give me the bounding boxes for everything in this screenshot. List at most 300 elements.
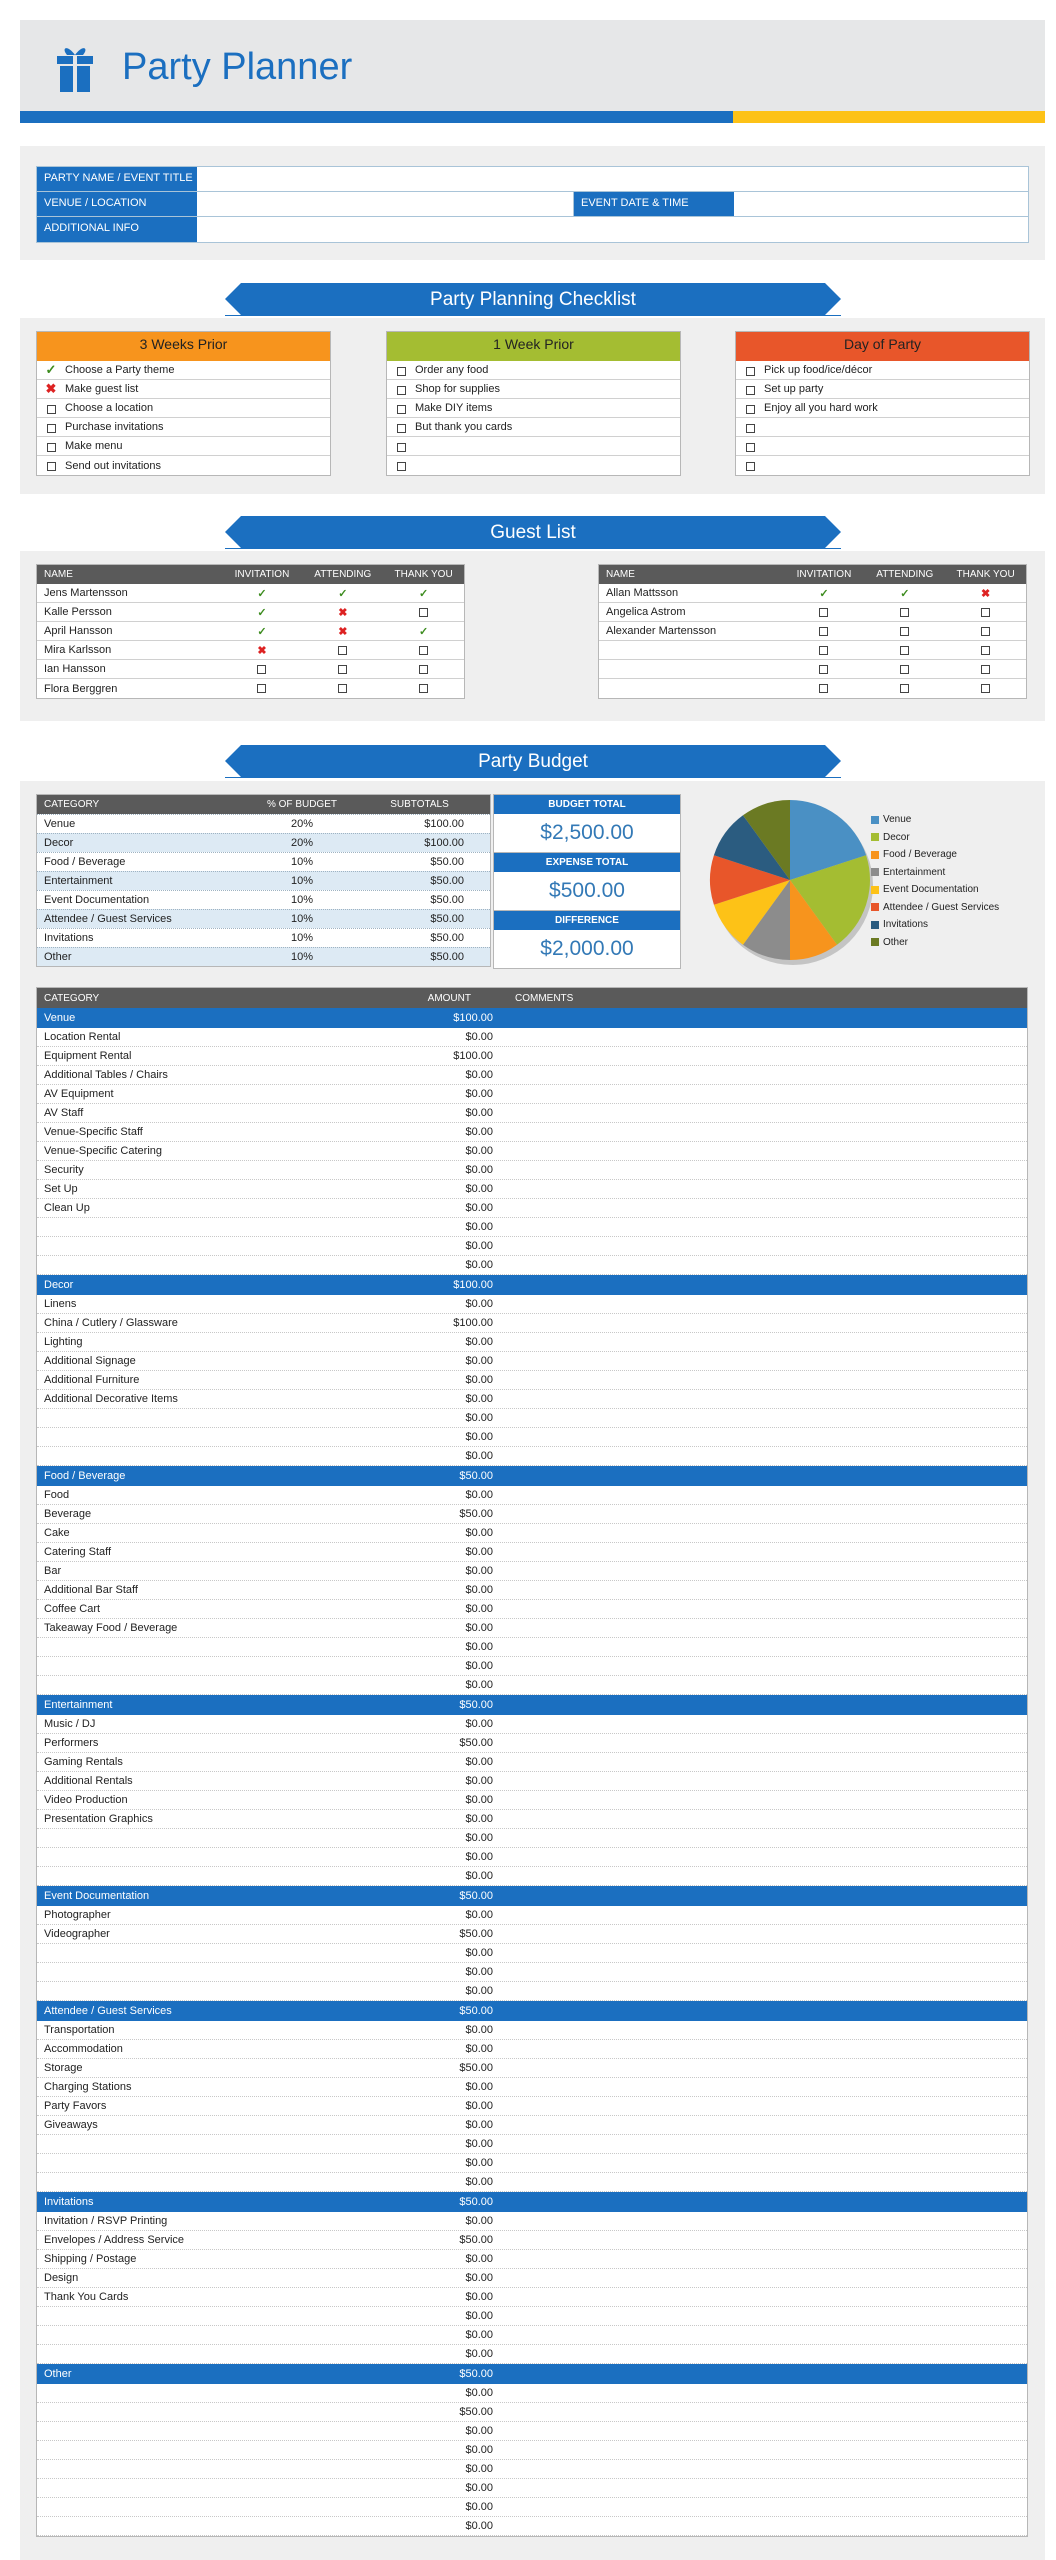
detail-item-amount[interactable]: $0.00 <box>465 2157 493 2169</box>
detail-category-total: $100.00 <box>453 1012 493 1024</box>
detail-item-name[interactable]: Videographer <box>44 1928 110 1940</box>
detail-item-row <box>37 1028 1027 1047</box>
guest-status-cell <box>222 625 303 638</box>
guest-checkbox[interactable] <box>257 665 266 674</box>
detail-item-amount[interactable]: $0.00 <box>465 1813 493 1825</box>
guest-name[interactable]: Ian Hansson <box>44 663 106 675</box>
detail-item-amount[interactable]: $0.00 <box>465 2100 493 2112</box>
detail-item-name[interactable]: Envelopes / Address Service <box>44 2234 185 2246</box>
detail-item-amount[interactable]: $50.00 <box>459 1928 493 1940</box>
detail-item-amount[interactable]: $0.00 <box>465 1431 493 1443</box>
guest-cross-icon[interactable]: ✖ <box>981 587 991 600</box>
detail-item-name[interactable]: Giveaways <box>44 2119 98 2131</box>
detail-item-amount[interactable]: $0.00 <box>465 1240 493 1252</box>
guest-col-header: ATTENDING <box>876 569 934 580</box>
detail-item-row <box>37 2250 1027 2269</box>
detail-item-row <box>37 1295 1027 1314</box>
guest-checkbox[interactable] <box>981 665 990 674</box>
detail-item-row <box>37 1944 1027 1963</box>
detail-item-name[interactable]: Additional Decorative Items <box>44 1393 178 1405</box>
detail-category-name: Attendee / Guest Services <box>44 2005 172 2017</box>
detail-item-name[interactable]: Charging Stations <box>44 2081 132 2093</box>
detail-category-total: $50.00 <box>459 1699 493 1711</box>
pie-legend <box>871 811 999 951</box>
guest-cross-icon[interactable]: ✖ <box>338 625 348 638</box>
guest-checkbox[interactable] <box>338 684 347 693</box>
detail-item-amount[interactable]: $0.00 <box>465 1374 493 1386</box>
detail-item-amount[interactable]: $0.00 <box>465 1660 493 1672</box>
checklist-checkbox[interactable] <box>746 405 755 414</box>
detail-item-row <box>37 1409 1027 1428</box>
guest-row <box>37 679 464 698</box>
detail-item-name[interactable]: Beverage <box>44 1508 92 1520</box>
guest-checkbox[interactable] <box>900 646 909 655</box>
budget-category: Attendee / Guest Services <box>44 913 172 925</box>
guest-status-cell <box>945 587 1026 600</box>
guest-name[interactable]: Jens Martensson <box>44 587 128 599</box>
budget-subtotal: $100.00 <box>424 818 464 830</box>
detail-item-amount[interactable]: $0.00 <box>465 1450 493 1462</box>
legend-item <box>871 934 999 952</box>
detail-item-amount[interactable]: $0.00 <box>465 2348 493 2360</box>
checklist-item[interactable] <box>37 456 330 475</box>
legend-swatch <box>871 921 879 929</box>
budget-category: Event Documentation <box>44 894 150 906</box>
detail-item-amount[interactable]: $0.00 <box>465 2444 493 2456</box>
checklist-checkbox[interactable] <box>746 424 755 433</box>
detail-item-name[interactable]: AV Staff <box>44 1107 84 1119</box>
guest-checkbox[interactable] <box>900 608 909 617</box>
detail-item-amount[interactable]: $0.00 <box>465 1202 493 1214</box>
detail-item-amount[interactable]: $0.00 <box>465 1603 493 1615</box>
detail-item-row <box>37 1657 1027 1676</box>
guest-check-icon[interactable]: ✓ <box>419 587 429 600</box>
guest-cross-icon[interactable]: ✖ <box>338 606 348 619</box>
guest-status-cell <box>383 683 464 695</box>
detail-col-comments: COMMENTS <box>515 992 574 1004</box>
checklist-item-text: Enjoy all you hard work <box>764 402 878 414</box>
detail-item-amount[interactable]: $0.00 <box>465 2425 493 2437</box>
detail-item-name[interactable]: Party Favors <box>44 2100 107 2112</box>
checklist-mark-cell <box>736 363 764 378</box>
detail-item-row <box>37 2097 1027 2116</box>
legend-label: Event Documentation <box>883 884 979 896</box>
checklist-item[interactable] <box>387 418 680 437</box>
detail-item-amount[interactable]: $0.00 <box>465 1088 493 1100</box>
budget-total-label: BUDGET TOTAL <box>494 795 680 814</box>
detail-item-amount[interactable]: $0.00 <box>465 1355 493 1367</box>
guest-checkbox[interactable] <box>900 627 909 636</box>
detail-item-name[interactable]: Shipping / Postage <box>44 2253 137 2265</box>
checklist-mark-cell <box>37 420 65 435</box>
detail-item-name[interactable]: Linens <box>44 1298 77 1310</box>
checklist-item[interactable] <box>736 418 1029 437</box>
detail-item-row <box>37 2422 1027 2441</box>
detail-item-name[interactable]: Additional Furniture <box>44 1374 140 1386</box>
budget-subtotal: $50.00 <box>430 951 464 963</box>
detail-item-amount[interactable]: $50.00 <box>459 1737 493 1749</box>
detail-item-name[interactable]: Clean Up <box>44 1202 90 1214</box>
detail-item-amount[interactable]: $0.00 <box>465 2253 493 2265</box>
guest-status-cell <box>945 606 1026 618</box>
detail-item-amount[interactable]: $0.00 <box>465 1584 493 1596</box>
detail-item-amount[interactable]: $0.00 <box>465 1641 493 1653</box>
detail-item-name[interactable]: Cake <box>44 1527 70 1539</box>
detail-item-name[interactable]: Lighting <box>44 1336 83 1348</box>
guest-status-cell <box>784 606 865 618</box>
checklist-item-text: Set up party <box>764 383 824 395</box>
detail-category-row <box>37 2001 1027 2021</box>
detail-item-amount[interactable]: $0.00 <box>465 1259 493 1271</box>
detail-item-name[interactable]: China / Cutlery / Glassware <box>44 1317 178 1329</box>
detail-item-amount[interactable]: $0.00 <box>465 1183 493 1195</box>
detail-category-name: Entertainment <box>44 1699 113 1711</box>
guest-checkbox[interactable] <box>419 665 428 674</box>
detail-item-amount[interactable]: $0.00 <box>465 1393 493 1405</box>
budget-category: Invitations <box>44 932 94 944</box>
checklist-mark-cell <box>736 420 764 435</box>
budget-pct: 10% <box>290 951 314 963</box>
checklist-mark-cell <box>387 401 415 416</box>
event-date-field[interactable] <box>734 192 1028 216</box>
detail-item-amount[interactable]: $0.00 <box>465 1164 493 1176</box>
checklist-checkbox[interactable] <box>47 462 56 471</box>
detail-category-name: Event Documentation <box>44 1890 150 1902</box>
detail-item-amount[interactable]: $0.00 <box>465 2043 493 2055</box>
detail-item-amount[interactable]: $0.00 <box>465 1947 493 1959</box>
guest-check-icon[interactable]: ✓ <box>419 625 429 638</box>
guest-check-icon[interactable]: ✓ <box>819 587 829 600</box>
detail-category-row <box>37 1466 1027 1486</box>
legend-swatch <box>871 938 879 946</box>
legend-item <box>871 899 999 917</box>
detail-item-name[interactable]: Performers <box>44 1737 99 1749</box>
budget-pct: 20% <box>290 818 314 830</box>
checklist-mark-cell <box>387 458 415 473</box>
guest-row <box>37 660 464 679</box>
detail-item-amount[interactable]: $0.00 <box>465 2291 493 2303</box>
checklist-item[interactable] <box>37 361 330 380</box>
detail-item-name[interactable]: Presentation Graphics <box>44 1813 153 1825</box>
guest-checkbox[interactable] <box>900 665 909 674</box>
budget-col-category: CATEGORY <box>44 799 100 810</box>
detail-item-name[interactable]: Additional Signage <box>44 1355 136 1367</box>
detail-item-amount[interactable]: $0.00 <box>465 2329 493 2341</box>
checklist-item[interactable] <box>387 456 680 475</box>
guest-checkbox[interactable] <box>819 684 828 693</box>
detail-item-name[interactable]: Invitation / RSVP Printing <box>44 2215 168 2227</box>
guest-name[interactable]: April Hansson <box>44 625 113 637</box>
legend-swatch <box>871 833 879 841</box>
checklist-checkbox[interactable] <box>397 405 406 414</box>
legend-item <box>871 864 999 882</box>
guest-status-cell <box>222 683 303 695</box>
detail-item-amount[interactable]: $0.00 <box>465 2119 493 2131</box>
detail-item-row <box>37 2040 1027 2059</box>
guest-checkbox[interactable] <box>900 684 909 693</box>
detail-item-amount[interactable]: $0.00 <box>465 1546 493 1558</box>
guest-name[interactable]: Allan Mattsson <box>606 587 679 599</box>
guest-checkbox[interactable] <box>419 608 428 617</box>
budget-subtotal: $50.00 <box>430 875 464 887</box>
detail-item-amount[interactable]: $0.00 <box>465 1126 493 1138</box>
checklist-item[interactable] <box>37 437 330 456</box>
guest-status-cell <box>383 587 464 600</box>
guest-checkbox[interactable] <box>338 665 347 674</box>
detail-item-amount[interactable]: $50.00 <box>459 2062 493 2074</box>
detail-item-name[interactable]: Design <box>44 2272 79 2284</box>
detail-item-amount[interactable]: $0.00 <box>465 1966 493 1978</box>
checklist-item[interactable] <box>37 380 330 399</box>
detail-category-row <box>37 2192 1027 2212</box>
detail-item-amount[interactable]: $0.00 <box>465 1336 493 1348</box>
checklist-item[interactable] <box>736 399 1029 418</box>
venue-field[interactable] <box>197 192 574 216</box>
checklist-item[interactable] <box>387 399 680 418</box>
guest-checkbox[interactable] <box>981 646 990 655</box>
detail-item-amount[interactable]: $0.00 <box>465 1107 493 1119</box>
detail-item-name[interactable]: Takeaway Food / Beverage <box>44 1622 178 1634</box>
checklist-checkbox[interactable] <box>47 443 56 452</box>
checklist-card <box>386 331 681 476</box>
difference-label: DIFFERENCE <box>494 911 680 930</box>
detail-item-amount[interactable]: $0.00 <box>465 2215 493 2227</box>
guest-checkbox[interactable] <box>819 608 828 617</box>
guest-checkbox[interactable] <box>819 646 828 655</box>
guest-name[interactable]: Kalle Persson <box>44 606 112 618</box>
detail-item-amount[interactable]: $0.00 <box>465 1756 493 1768</box>
detail-item-amount[interactable]: $0.00 <box>465 1679 493 1691</box>
detail-item-amount[interactable]: $0.00 <box>465 2387 493 2399</box>
detail-item-amount[interactable]: $0.00 <box>465 1909 493 1921</box>
guest-checkbox[interactable] <box>419 684 428 693</box>
detail-item-amount[interactable]: $0.00 <box>465 2520 493 2532</box>
detail-item-amount[interactable]: $0.00 <box>465 1565 493 1577</box>
additional-info-field[interactable] <box>197 217 1028 242</box>
guest-row <box>37 641 464 660</box>
guest-list-panel <box>20 551 1045 721</box>
guest-list-title: Guest List <box>225 516 841 549</box>
detail-item-name[interactable]: Additional Tables / Chairs <box>44 1069 168 1081</box>
detail-item-row <box>37 1543 1027 1562</box>
guest-status-cell <box>784 683 865 695</box>
checklist-item-text: Choose a Party theme <box>65 364 175 376</box>
detail-item-amount[interactable]: $0.00 <box>465 1870 493 1882</box>
detail-item-name[interactable]: Gaming Rentals <box>44 1756 123 1768</box>
detail-item-name[interactable]: AV Equipment <box>44 1088 114 1100</box>
detail-item-name[interactable]: Additional Bar Staff <box>44 1584 138 1596</box>
guest-row <box>599 641 1026 660</box>
detail-item-amount[interactable]: $0.00 <box>465 2272 493 2284</box>
checklist-checkbox[interactable] <box>746 367 755 376</box>
guest-status-cell <box>864 663 945 675</box>
guest-checkbox[interactable] <box>419 646 428 655</box>
detail-item-amount[interactable]: $0.00 <box>465 1794 493 1806</box>
checklist-checkbox[interactable] <box>397 462 406 471</box>
guest-check-icon[interactable]: ✓ <box>257 587 267 600</box>
detail-item-amount[interactable]: $0.00 <box>465 1221 493 1233</box>
detail-item-name[interactable]: Accommodation <box>44 2043 123 2055</box>
detail-category-total: $50.00 <box>459 1890 493 1902</box>
detail-item-name[interactable]: Thank You Cards <box>44 2291 129 2303</box>
detail-item-row <box>37 1638 1027 1657</box>
checklist-item[interactable] <box>736 361 1029 380</box>
budget-category: Decor <box>44 837 74 849</box>
guest-checkbox[interactable] <box>819 627 828 636</box>
checklist-checkbox[interactable] <box>746 443 755 452</box>
party-name-field[interactable] <box>197 167 1028 191</box>
guest-status-cell <box>302 625 383 638</box>
detail-item-row <box>37 1066 1027 1085</box>
guest-status-cell <box>784 625 865 637</box>
guest-name[interactable]: Flora Berggren <box>44 682 118 695</box>
budget-row <box>37 814 490 833</box>
guest-name[interactable]: Mira Karlsson <box>44 644 112 656</box>
detail-item-name[interactable]: Storage <box>44 2062 83 2074</box>
checklist-item[interactable] <box>37 399 330 418</box>
detail-item-amount[interactable]: $0.00 <box>465 2501 493 2513</box>
checklist-check-icon[interactable]: ✓ <box>45 362 57 377</box>
checklist-checkbox[interactable] <box>397 386 406 395</box>
checklist-checkbox[interactable] <box>47 405 56 414</box>
detail-item-amount[interactable]: $0.00 <box>465 2138 493 2150</box>
guest-checkbox[interactable] <box>981 684 990 693</box>
guest-checkbox[interactable] <box>981 608 990 617</box>
detail-item-amount[interactable]: $0.00 <box>465 1298 493 1310</box>
budget-category: Food / Beverage <box>44 856 126 868</box>
checklist-item[interactable] <box>736 456 1029 475</box>
detail-item-name[interactable]: Video Production <box>44 1794 128 1806</box>
detail-item-name[interactable]: Food <box>44 1489 70 1501</box>
guest-row <box>599 660 1026 679</box>
checklist-item[interactable] <box>387 437 680 456</box>
guest-check-icon[interactable]: ✓ <box>257 606 267 619</box>
detail-item-name[interactable]: Location Rental <box>44 1031 121 1043</box>
guest-name[interactable]: Angelica Astrom <box>606 606 686 618</box>
detail-item-name[interactable]: Venue-Specific Catering <box>44 1145 163 1157</box>
guest-name[interactable]: Alexander Martensson <box>606 625 717 637</box>
detail-item-amount[interactable]: $0.00 <box>465 1031 493 1043</box>
detail-item-name[interactable]: Set Up <box>44 1183 78 1195</box>
detail-item-row <box>37 1256 1027 1275</box>
detail-item-amount[interactable]: $50.00 <box>459 2234 493 2246</box>
checklist-checkbox[interactable] <box>746 462 755 471</box>
guest-table-left <box>36 564 465 699</box>
checklist-mark-cell <box>37 401 65 416</box>
guest-checkbox[interactable] <box>338 646 347 655</box>
checklist-item[interactable] <box>387 380 680 399</box>
detail-item-row <box>37 2116 1027 2135</box>
detail-item-amount[interactable]: $0.00 <box>465 1832 493 1844</box>
detail-item-name[interactable]: Venue-Specific Staff <box>44 1126 143 1138</box>
detail-item-name[interactable]: Catering Staff <box>44 1546 112 1558</box>
checklist-checkbox[interactable] <box>397 443 406 452</box>
detail-item-name[interactable]: Coffee Cart <box>44 1603 101 1615</box>
guest-check-icon[interactable]: ✓ <box>338 587 348 600</box>
detail-item-name[interactable]: Security <box>44 1164 84 1176</box>
detail-item-amount[interactable]: $0.00 <box>465 2463 493 2475</box>
detail-item-amount[interactable]: $50.00 <box>459 2406 493 2418</box>
checklist-item[interactable] <box>37 418 330 437</box>
guest-check-icon[interactable]: ✓ <box>900 587 910 600</box>
detail-category-row <box>37 1695 1027 1715</box>
guest-status-cell <box>383 625 464 638</box>
detail-category-total: $50.00 <box>459 2005 493 2017</box>
detail-item-name[interactable]: Bar <box>44 1565 62 1577</box>
checklist-item[interactable] <box>387 361 680 380</box>
detail-item-name[interactable]: Photographer <box>44 1909 111 1921</box>
checklist-item-text: But thank you cards <box>415 421 513 433</box>
detail-item-amount[interactable]: $0.00 <box>465 1069 493 1081</box>
detail-item-row <box>37 1104 1027 1123</box>
detail-item-amount[interactable]: $100.00 <box>453 1317 493 1329</box>
detail-item-amount[interactable]: $0.00 <box>465 2482 493 2494</box>
detail-item-amount[interactable]: $0.00 <box>465 1622 493 1634</box>
detail-item-amount[interactable]: $0.00 <box>465 1412 493 1424</box>
checklist-item-text: Make menu <box>65 440 123 452</box>
detail-item-amount[interactable]: $0.00 <box>465 1775 493 1787</box>
detail-item-amount[interactable]: $0.00 <box>465 1718 493 1730</box>
detail-item-row <box>37 1486 1027 1505</box>
detail-item-row <box>37 1199 1027 1218</box>
detail-item-row <box>37 1734 1027 1753</box>
checklist-checkbox[interactable] <box>397 424 406 433</box>
budget-title: Party Budget <box>225 745 841 778</box>
detail-item-row <box>37 1371 1027 1390</box>
detail-item-row <box>37 1848 1027 1867</box>
detail-item-amount[interactable]: $0.00 <box>465 1527 493 1539</box>
guest-checkbox[interactable] <box>819 665 828 674</box>
guest-cross-icon[interactable]: ✖ <box>257 644 267 657</box>
detail-item-amount[interactable]: $0.00 <box>465 2024 493 2036</box>
budget-row <box>37 833 490 852</box>
detail-col-category: CATEGORY <box>44 992 100 1004</box>
checklist-item[interactable] <box>736 380 1029 399</box>
detail-item-name[interactable]: Equipment Rental <box>44 1050 132 1062</box>
guest-checkbox[interactable] <box>257 684 266 693</box>
detail-item-amount[interactable]: $0.00 <box>465 1985 493 1997</box>
checklist-cross-icon[interactable]: ✖ <box>45 381 57 396</box>
detail-item-amount[interactable]: $50.00 <box>459 1508 493 1520</box>
guest-table-header <box>37 565 464 584</box>
detail-item-row <box>37 1581 1027 1600</box>
detail-item-amount[interactable]: $0.00 <box>465 2310 493 2322</box>
detail-item-row <box>37 2021 1027 2040</box>
detail-item-amount[interactable]: $0.00 <box>465 1851 493 1863</box>
guest-col-header: INVITATION <box>234 569 290 580</box>
checklist-checkbox[interactable] <box>47 424 56 433</box>
checklist-item[interactable] <box>736 437 1029 456</box>
detail-item-name[interactable]: Music / DJ <box>44 1718 96 1730</box>
detail-item-name[interactable]: Additional Rentals <box>44 1775 133 1787</box>
detail-item-amount[interactable]: $0.00 <box>465 1489 493 1501</box>
detail-item-row <box>37 1180 1027 1199</box>
detail-item-name[interactable]: Transportation <box>44 2024 115 2036</box>
guest-check-icon[interactable]: ✓ <box>257 625 267 638</box>
detail-category-name: Food / Beverage <box>44 1470 126 1482</box>
detail-item-amount[interactable]: $100.00 <box>453 1050 493 1062</box>
checklist-checkbox[interactable] <box>746 386 755 395</box>
checklist-mark-cell <box>736 439 764 454</box>
checklist-checkbox[interactable] <box>397 367 406 376</box>
guest-checkbox[interactable] <box>981 627 990 636</box>
budget-detail-table <box>36 987 1028 2537</box>
detail-category-row <box>37 2364 1027 2384</box>
guest-row <box>599 622 1026 641</box>
detail-item-amount[interactable]: $0.00 <box>465 1145 493 1157</box>
detail-item-amount[interactable]: $0.00 <box>465 2081 493 2093</box>
detail-item-amount[interactable]: $0.00 <box>465 2176 493 2188</box>
